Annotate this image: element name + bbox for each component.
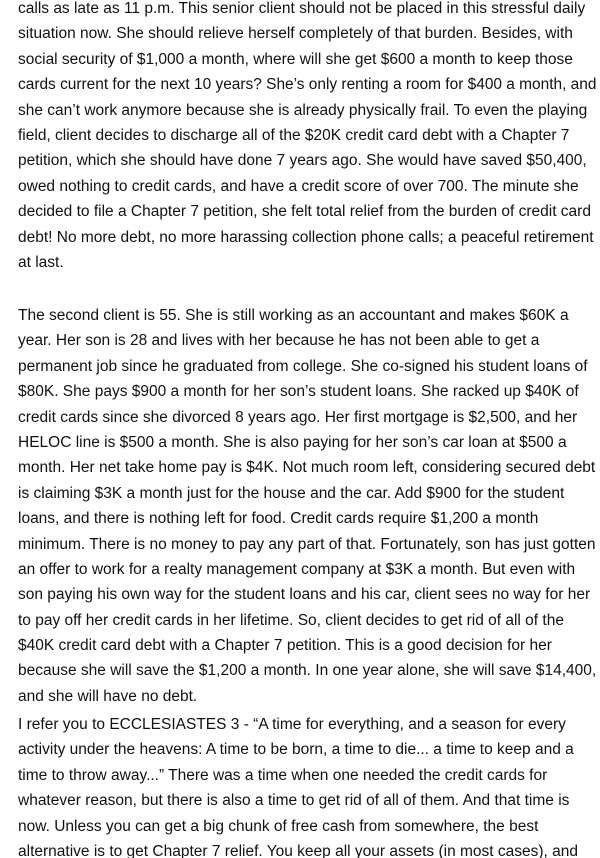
text-line: and she will have no debt. (18, 687, 198, 705)
paragraph-second-client (18, 303, 596, 709)
text-line: situation now. She should relieve herself completely of that burden. Besides, with (18, 25, 573, 43)
text-line: whatever reason, but there is also a time to get rid of all of them. And that time is (18, 792, 570, 810)
text-line: decided to file a Chapter 7 petition, she felt total relief from the burden of credit card (18, 203, 591, 221)
text-line: to pay off her credit cards in her lifetime. So, client decides to get rid of all of the (18, 611, 564, 629)
text-line: $80K. She pays $900 a month for her son’s student loans. She racked up $40K of (18, 383, 579, 401)
paragraph-first-client (18, 0, 596, 275)
text-line: year. Her son is 28 and lives with her because he has not been able to get a (18, 332, 540, 350)
text-line: month. Her net take home pay is $4K. Not much room left, considering secured debt (18, 459, 596, 477)
text-line: petition, which she should have done 7 years ago. She would have saved $50,400, (18, 152, 587, 170)
text-line: son paying his own way for the student loans and his car, client sees no way for her (18, 586, 591, 604)
text-line: minimum. There is no money to pay any part of that. Fortunately, son has just gotten (18, 535, 596, 553)
text-line: social security of $1,000 a month, where will she get $600 a month to keep those (18, 50, 573, 68)
text-line: I refer you to ECCLESIASTES 3 - “A time for everything, and a season for every (18, 716, 566, 733)
text-line: The second client is 55. She is still working as an accountant and makes $60K a (18, 307, 569, 324)
text-line: cards current for the next 10 years? She’s only renting a room for $400 a month, and (18, 76, 597, 94)
text-line: an offer to work for a realty management company at $3K a month. But even with (18, 560, 576, 578)
text-line: permanent job since he graduated from college. She co-signed his student loans of (18, 357, 588, 375)
text-line: $40K credit card debt with a Chapter 7 petition. This is a good decision for her (18, 637, 552, 655)
text-line: owed nothing to credit cards, and have a credit score of over 700. The minute she (18, 177, 579, 195)
paragraph-ecclesiastes (18, 712, 596, 858)
text-line: activity under the heavens: A time to be born, a time to die... a time to keep and a (18, 741, 574, 759)
text-line: calls as late as 11 p.m. This senior client should not be placed in this stressful daily (18, 0, 586, 17)
text-line: loans, and there is nothing left for food. Credit cards require $1,200 a month (18, 510, 539, 528)
text-line: field, client decides to discharge all of the $20K credit card debt with a Chapter 7 (18, 126, 570, 144)
text-line: credit cards since she divorced 8 years ago. Her first mortgage is $2,500, and her (18, 408, 578, 426)
text-line: debt! No more debt, no more harassing collection phone calls; a peaceful retirement (18, 228, 594, 246)
text-line: now. Unless you can get a big chunk of free cash from somewhere, the best (18, 817, 539, 835)
text-line: alternative is to get Chapter 7 relief. You keep all your assets (in most cases), and (18, 842, 579, 858)
text-line: is claiming $3K a month just for the house and the car. Add $900 for the student (18, 484, 565, 502)
text-line: because she will save the $1,200 a month. In one year alone, she will save $14,400, (18, 662, 597, 680)
text-line: at last. (18, 253, 64, 271)
text-line: time to throw away...” There was a time when one needed the credit cards for (18, 766, 548, 784)
text-line: she can’t work anymore because she is already physically frail. To even the playing (18, 101, 588, 119)
text-line: HELOC line is $500 a month. She is also paying for her son’s car loan at $500 a (18, 433, 567, 451)
